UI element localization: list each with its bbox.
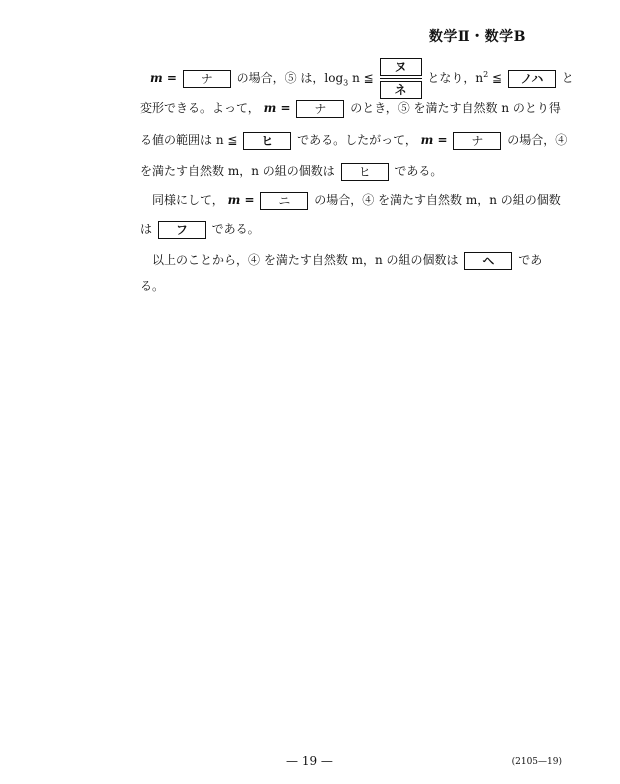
line-5 (152, 190, 561, 210)
fraction-bar (380, 78, 422, 79)
log-base: 3 (343, 78, 349, 88)
answer-box-nu: ヌ (380, 58, 422, 76)
page-header-title: 数学Ⅱ・数学B (428, 29, 526, 45)
text-segment: であ (518, 253, 543, 267)
line-3 (140, 130, 568, 150)
text-segment: は (140, 222, 153, 236)
line-8 (140, 276, 532, 296)
text-segment: る。 (140, 279, 165, 293)
answer-box-ne: ネ (380, 81, 422, 99)
answer-box-he: ヘ (464, 252, 512, 270)
answer-box-na: ナ (296, 100, 344, 118)
m-equals: m = (227, 193, 255, 207)
fraction (380, 58, 422, 99)
line-2 (140, 98, 561, 118)
text-segment: 変形できる。よって， (140, 101, 260, 115)
answer-box-hi: ヒ (341, 163, 389, 181)
m-equals: m = (420, 133, 448, 147)
text-segment: を満たす自然数 m，n の組の個数は (140, 164, 335, 178)
line-4 (140, 161, 532, 181)
answer-box-na: ナ (453, 132, 501, 150)
answer-box-noha: ノハ (508, 70, 556, 88)
text-segment: 以上のことから，④ を満たす自然数 m，n の組の個数は (152, 253, 459, 267)
line-1 (150, 58, 574, 99)
text-segment: である。 (211, 222, 260, 236)
answer-box-fu: フ (158, 221, 206, 239)
line-6 (140, 219, 532, 239)
text-segment: の場合，⑤ は，log (236, 71, 344, 85)
text-segment: の場合，④ を満たす自然数 m，n の組の個数 (314, 193, 561, 207)
text-segment: である。したがって， (297, 133, 417, 147)
text-segment: ≦ (488, 71, 503, 85)
text-segment: のとき，⑤ を満たす自然数 n のとり得 (350, 101, 561, 115)
text-segment: である。 (394, 164, 443, 178)
text-segment: る値の範囲は n ≦ (140, 133, 238, 147)
answer-box-na: ナ (183, 70, 231, 88)
page-number: — 19 — (286, 754, 333, 768)
text-segment: と (561, 71, 574, 85)
document-code: (2105—19) (511, 757, 562, 767)
text-segment: となり，n (427, 71, 484, 85)
text-segment: 同様にして， (152, 193, 224, 207)
exponent: 2 (483, 70, 489, 79)
m-equals: m = (263, 101, 291, 115)
answer-box-ni: ニ (260, 192, 308, 210)
m-equals: m = (150, 71, 177, 85)
text-segment: n ≦ (348, 71, 374, 85)
answer-box-hi: ヒ (243, 132, 291, 150)
text-segment: の場合，④ (507, 133, 568, 147)
line-7 (152, 250, 544, 270)
